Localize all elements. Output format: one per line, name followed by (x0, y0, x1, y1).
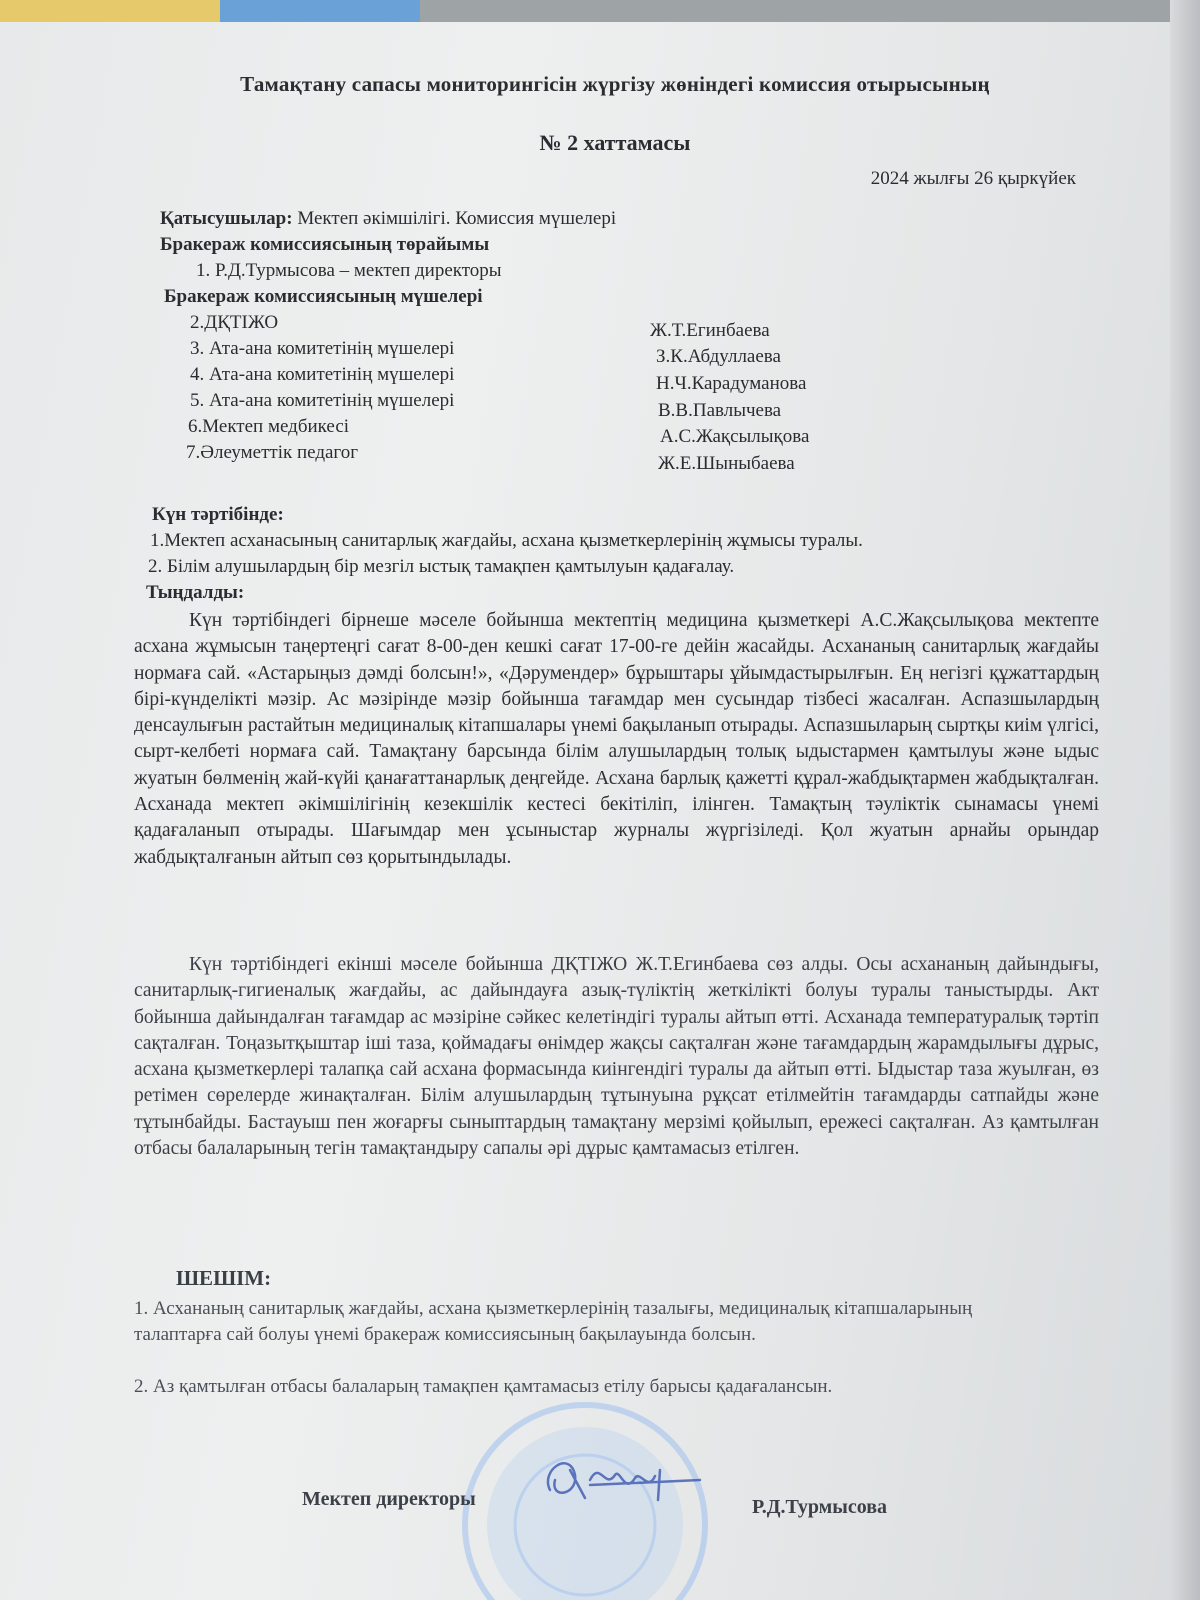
member-role: 4. Ата-ана комитетінің мүшелері (190, 364, 455, 385)
member-role: 5. Ата-ана комитетінің мүшелері (190, 390, 455, 411)
member-name: Ж.Т.Егинбаева (650, 320, 770, 341)
member-name: Н.Ч.Карадуманова (656, 373, 807, 394)
members-heading: Бракераж комиссиясының мүшелері (164, 286, 483, 307)
photo-right-edge (1170, 0, 1200, 1600)
chair-heading: Бракераж комиссиясының төрайымы (160, 234, 490, 255)
agenda-heading: Күн тәртібінде: (152, 504, 284, 525)
participants-label: Қатысушылар: (160, 208, 293, 229)
signer-name: Р.Д.Турмысова (752, 1496, 888, 1518)
signer-role: Мектеп директоры (302, 1488, 476, 1510)
member-role: 7.Әлеуметтік педагог (186, 442, 359, 463)
heard-heading: Тыңдалды: (146, 582, 245, 603)
decision-item: 2. Аз қамтылған отбасы балаларың тамақпен қамтамасыз етілу барысы қадағалансын. (134, 1376, 833, 1397)
member-role: 2.ДҚТІЖО (190, 312, 279, 333)
document-subtitle: № 2 хаттамасы (539, 130, 691, 155)
chair-item: 1. Р.Д.Турмысова – мектеп директоры (196, 260, 502, 281)
participants-value: Мектеп әкімшілігі. Комиссия мүшелері (292, 208, 617, 229)
heard-paragraph-1: Күн тәртібіндегі бірнеше мәселе бойынша мектептің медицина қызметкері А.С.Жақсылықова мектепте асхана жұмысын таңертеңгі сағат 8-00-ден кешкі сағат 17-00-ге дейін жасайды. Асхананың санитарлық жағдайы нормаға сай. «Астарыңыз дәмді болсын!», «Дәрумендер» бұрыштары ұйымдастырылғын. Ең негізгі құжаттардың бірі-күнделікті мәзір. Ас мәзірінде мәзір бойынша тағамдар мен сусындар тізбесі жасалған. Аспазшылардың денсаулығын растайтын медициналық кітапшалары үнемі бақыланып отырады. Аспазшыларың сыртқы киім үлгісі, сырт-келбеті нормаға сай. Тамақтану барсында білім алушылардың толық ыдыстармен қамтылуы және ыдыс жуатын бөлменің жай-күйі қанағаттанарлық деңгейде. Асхана барлық қажетті құрал-жабдықтармен жабдықталған. Асханада мектеп әкімшілігінің кезекшілік кестесі бекітіліп, ілінген. Тамақтың тәуліктік сынамасы үнемі қадағаланып отырады. Шағымдар мен ұсыныстар журналы жүргізіледі. Қол жуатын арнайы орындар жабдықталғанын айтып сөз қорытындылады. (134, 610, 1099, 868)
document-date: 2024 жылғы 26 қыркүйек (870, 168, 1076, 189)
director-signature (530, 1440, 710, 1520)
document-title: Тамақтану сапасы мониторингісін жүргізу жөніндегі комиссия отырысының (240, 72, 990, 96)
agenda-item: 2. Білім алушылардың бір мезгіл ыстық тамақпен қамтылуын қадағалау. (148, 556, 735, 577)
heard-paragraph-2: Күн тәртібіндегі екінші мәселе бойынша ДҚТІЖО Ж.Т.Егинбаева сөз алды. Осы асхананың дайындығы, санитарлық-гигиеналық жағдайы, ас дайындауға азық-түліктің жеткілікті болуы туралы таныстырды. Акт бойынша дайындалған тағамдар ас мәзіріне сәйкес келетіндігі туралы айтып өтті. Асханада температуралық тәртіп сақталған. Тоңазытқыштар іші таза, қоймадағы өнімдер жақсы сақталған және тағамдардың жарамдылығы дұрыс, асхана қызметкерлері талапқа сай асхана формасында киінгендігі туралы да айтып өтті. Ыдыстар таза жуылған, өз ретімен сөрелерде жинақталған. Білім алушылардың тұтынуына рұқсат етілмейтін тағамдарды сатпайды және тұтынбайды. Бастауыш пен жоғарғы сыныптардың тамақтану мерзімі қойылып, ережесі сақталған. Аз қамтылған отбасы балаларының тегін тамақтандыру сапалы әрі дұрыс қамтамасыз етілген. (134, 954, 1099, 1160)
member-role: 3. Ата-ана комитетінің мүшелері (190, 338, 455, 359)
member-name: З.К.Абдуллаева (656, 346, 781, 367)
member-name: Ж.Е.Шыныбаева (658, 453, 795, 474)
decision-heading: ШЕШІМ: (176, 1266, 272, 1290)
decision-item: 1. Асхананың санитарлық жағдайы, асхана қызметкерлерінің тазалығы, медициналық кітапшаларының талаптарға сай болуы үнемі бракераж комиссиясының бақылауында болсын. (134, 1298, 973, 1345)
member-name: В.В.Павлычева (658, 400, 782, 421)
participants-line (160, 208, 616, 230)
member-role: 6.Мектеп медбикесі (188, 416, 350, 437)
member-name: А.С.Жақсылықова (660, 426, 810, 447)
photo-top-edge-yellow (0, 0, 220, 22)
agenda-item: 1.Мектеп асханасының санитарлық жағдайы, асхана қызметкерлерінің жұмысы туралы. (150, 530, 863, 551)
